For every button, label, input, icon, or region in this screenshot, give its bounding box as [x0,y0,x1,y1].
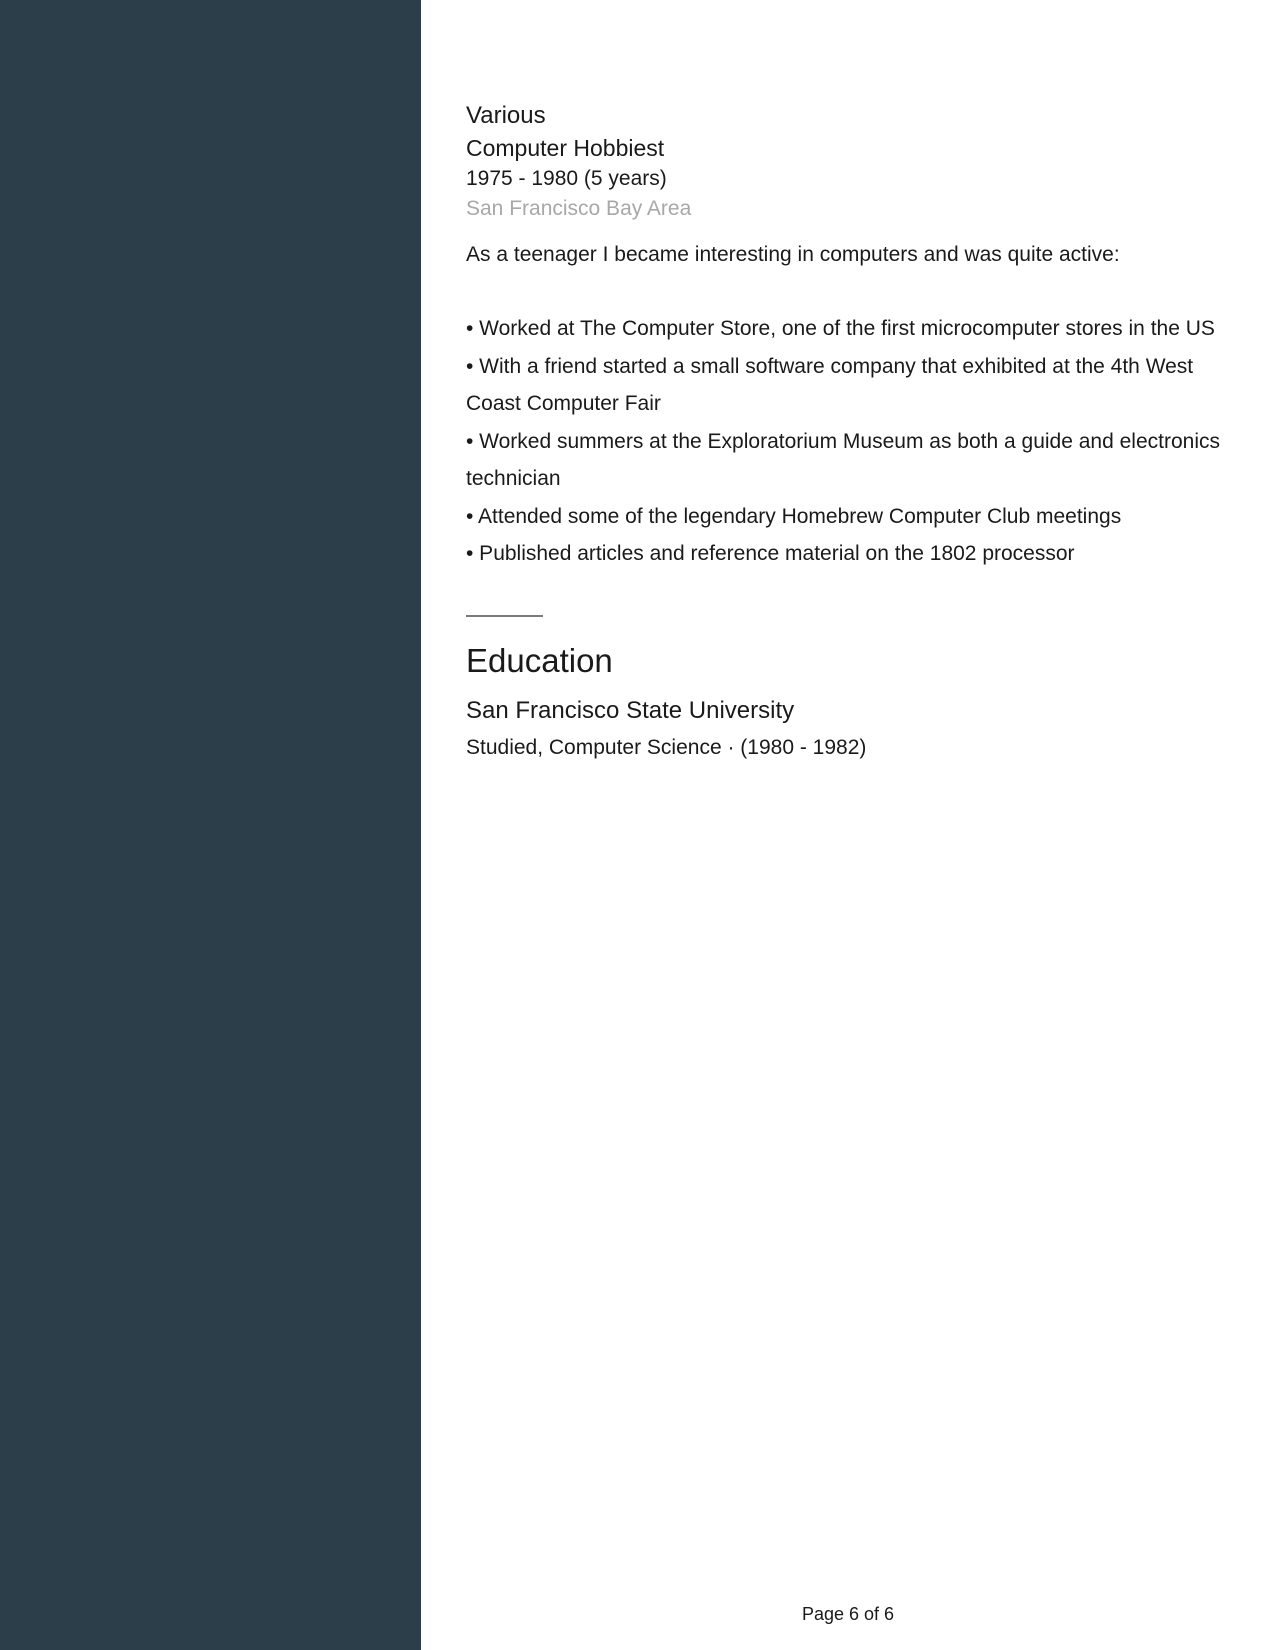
bullet-item: • Worked at The Computer Store, one of the first microcomputer stores in the US [466,317,1215,340]
section-divider [466,615,543,617]
education-degree: Studied, Computer Science · (1980 - 1982) [466,735,867,759]
experience-company: Various [466,102,546,129]
experience-bullet-list [466,310,1236,573]
bullet-item: • Attended some of the legendary Homebrew Computer Club meetings [466,504,1122,528]
bullet-item: • With a friend started a small software company that exhibited at the 4th West Coast Computer Fair [466,354,1194,415]
experience-role: Computer Hobbiest [466,135,665,161]
experience-location: San Francisco Bay Area [466,197,692,220]
page-number: Page 6 of 6 [801,1604,895,1624]
bullet-item: • Published articles and reference material on the 1802 processor [466,542,1075,565]
main-content [466,100,1236,765]
experience-dates: 1975 - 1980 (5 years) [466,167,667,190]
education-section-title: Education [466,641,613,679]
sidebar-panel [0,0,421,1650]
education-school: San Francisco State University [466,696,795,724]
bullet-item: • Worked summers at the Exploratorium Museum as both a guide and electronics technician [466,429,1220,490]
experience-intro: As a teenager I became interesting in computers and was quite active: [466,243,1120,266]
